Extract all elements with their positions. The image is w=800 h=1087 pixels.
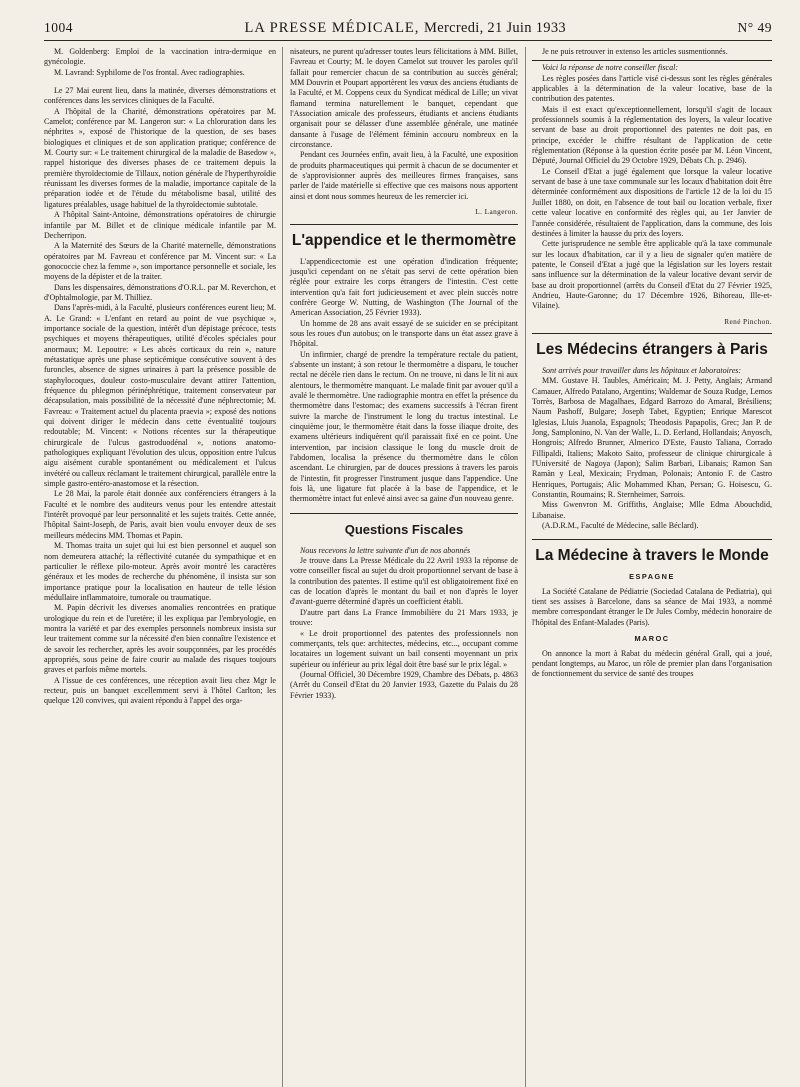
paragraph: Sont arrivés pour travailler dans les hôpitaux et laboratoires:	[542, 365, 742, 375]
paragraph: Voici la réponse de notre conseiller fiscal:	[542, 63, 679, 73]
paragraph: M. Goldenberg: Emploi de la vaccination intra-dermique en gynécologie.	[44, 47, 276, 67]
divider	[290, 513, 518, 514]
paragraph: A la Maternité des Sœurs de la Charité maternelle, démonstrations opératoires par M. Favreau et conférence par M. Vincent sur: « La gonococcie chez la femme », son importance personnelle et sociale, les moyens de la dépister et de la traiter.	[44, 241, 276, 282]
page-number: 1004	[44, 20, 73, 35]
divider	[532, 539, 772, 540]
paragraph: Le 27 Mai eurent lieu, dans la matinée, diverses démonstrations et conférences dans les services cliniques de la Faculté.	[44, 86, 276, 106]
paragraph: (A.D.R.M., Faculté de Médecine, salle Béclard).	[542, 521, 699, 531]
paragraph: Nous recevons la lettre suivante d'un de nos abonnés	[300, 545, 471, 555]
paragraph: Dans l'après-midi, à la Faculté, plusieurs conférences eurent lieu; M. A. Le Grand: « L'enfant en retard au point de vue psychique », importance sociale de la question, intérêt d'un dépistage précoce, tests psychiques et moyens thérapeutiques, utilité d'écoles spéciales pour anormaux; M. Lepoutre: « Les abcès corticaux du rein », nature métastatique après une phase septicémique consécutive souvent à des furoncles, absence de signes urinaires à part la présence possible de staphylocoques, douleur costo-musculaire devant attirer l'attention, fréquence du phlegmon périnéphrétique, traitement conservateur par décapsulation, mais possibilité de la nécessité d'une néphrectomie; M. Favreau: « Traitement actuel du placenta praevia »; exposé des notions qui doivent diriger le médecin dans cette éventualité toujours redoutable; M. Vincent: « Notions récentes sur la thérapeutique chirurgicale de l'ulcus gastroduodénal », notions anatomo-pathologiques expliquant l'évolution des ulcus, opposition entre l'ulcus aigu aisément curable spontanément ou médicalement et l'ulcus invétéré ou calleux réclamant le traitement chirurgical, parallèle entre la simple gastro-entéro-anastomose et la résection.	[44, 303, 276, 489]
paragraph: Je ne puis retrouver in extenso les articles susmentionnés.	[542, 47, 728, 56]
author-signature: René Pinchon.	[724, 316, 772, 326]
paragraph: L'appendicectomie est une opération d'indication fréquente; jusqu'ici cependant on ne s'était pas servi de cette opération bien réglée pour extraire les corps étrangers de l'intestin. C'est cette intervention qu'a fait fort judicieusement et avec plein succès notre confrère George W. Nutting, de Washington (The Journal of the American Association, 25 Février 1933).	[290, 256, 518, 318]
paragraph: Mais il est exact qu'exceptionnellement, lorsqu'il s'agit de locaux professionnels soumis à la réglementation des loyers, la valeur locative servant de base au droit proportionnel des patentes ne doit pas, en principe, excéder le chiffre résultant de l'application de cette réglementation (Réponse à la question écrite posée par M. Léon Vincent, Député, Journal Officiel du 29 Octobre 1929, Débats Ch. p. 2946).	[532, 104, 772, 166]
article-heading: L'appendice et le thermomètre	[291, 231, 517, 249]
column-2	[282, 47, 526, 1087]
paragraph: A l'hôpital Saint-Antoine, démonstrations opératoires de chirurgie infantile par M. Billet et de clinique médicale infantile par M. Decherripon.	[44, 210, 276, 240]
section-country: MAROC	[634, 634, 670, 644]
journal-name: LA PRESSE MÉDICALE,	[244, 20, 420, 36]
paragraph: Un homme de 28 ans avait essayé de se suicider en se précipitant sous les roues d'un autobus; on le transporte dans un état assez grave à l'hôpital.	[290, 318, 518, 349]
paragraph: Dans les dispensaires, démonstrations d'O.R.L. par M. Reverchon, et d'Ophtalmologie, par M. Thilliez.	[44, 282, 276, 302]
article-heading: Questions Fiscales	[344, 521, 464, 537]
page-header	[44, 20, 772, 41]
paragraph: Le 28 Mai, la parole était donnée aux conférenciers étrangers à la Faculté et le nombre des auditeurs venus pour les entendre attestait l'intérêt provoqué par leur personnalité et les sujets traités. Cette année, l'hôpital Saint-Joseph, de Paris, avait bien voulu envoyer deux de ses meilleurs médecins MM. Thomas et Papin.	[44, 489, 276, 540]
section-country: ESPAGNE	[629, 572, 675, 582]
paragraph: « Le droit proportionnel des patentes des professionnels non commerçants, tels que: architectes, médecins, etc..., occupant comme locataires un logement suivant un bail consenti moyennant un prix supérieur ou inférieur au prix légal doit être basé sur le prix légal. »	[290, 628, 518, 669]
divider	[532, 333, 772, 334]
issue-date: Mercredi, 21 Juin 1933	[424, 20, 566, 36]
paragraph: M. Thomas traita un sujet qui lui est bien personnel et auquel son nom demeurera attaché; la réflectivité cutanée du sympathique et en particulier le réflexe pilo-moteur. Après avoir montré les caractères généraux et les modes de recherche du phénomène, il insista sur son importance pratique pour la localisation en hauteur de telle lésion médullaire inflammatoire, tumorale ou traumatique.	[44, 541, 276, 602]
paragraph: D'autre part dans La France Immobilière du 21 Mars 1933, je trouve:	[290, 607, 518, 628]
column-1	[44, 47, 276, 1087]
column-3	[532, 47, 772, 1087]
issue-number: N° 49	[737, 20, 772, 35]
article-heading: Les Médecins étrangers à Paris	[536, 340, 768, 358]
divider	[532, 60, 772, 61]
paragraph: Pendant ces Journées enfin, avait lieu, à la Faculté, une exposition de produits pharmaceutiques qui permit à chacun de se documenter et de s'approvisionner auprès des meilleures firmes françaises, sans parler de l'aide matérielle si effective que ces maisons nous apportent ainsi et dont nous sommes heureux de les remercier ici.	[290, 150, 518, 201]
paragraph: A l'hôpital de la Charité, démonstrations opératoires par M. Camelot; conférence par M. Langeron sur: « La chloruration dans les néphrites », exposé de l'historique de la question, de ses bases biologiques et cliniques et de son application pratique; conférence de M. Courty sur: « Le traitement chirurgical de la maladie de Basedow », rappel historique des diverses phases de ce traitement depuis la première thyroïdectomie de Tillaux, notion générale de l'hyperthyroïdie réunissant les diverses formes de la maladie, importance capitale de la préparation iodée et de l'étude du métabolisme basal, utilité des ligatures préalables, usage habituel de la thyroïdectomie subtotale.	[44, 106, 276, 209]
author-signature: L. Langeron.	[475, 207, 518, 217]
columns	[44, 47, 772, 1087]
paragraph: Miss Gwenvron M. Griffiths, Anglaise; Mlle Edma Abouchdid, Libanaise.	[532, 500, 772, 520]
paragraph: Le Conseil d'Etat a jugé également que lorsque la valeur locative servant de base à une taxe communale sur les locaux d'habitation doit être déterminée conformément aux dispositions de l'article 12 de la loi du 15 Juillet 1880, on doit, en l'absence de tout bail ou location verbale, fixer cette valeur locative en conformité des règles qui, au 1er Janvier de l'année considérée, résultaient de l'application, dans la commune, des lois destinées à limiter la hausse du prix des loyers.	[532, 166, 772, 238]
article-heading: La Médecine à travers le Monde	[535, 547, 769, 565]
paragraph: (Journal Officiel, 30 Décembre 1929, Chambre des Débats, p. 4863 (Arrêt du Conseil d'Etat du 20 Janvier 1933, Gazette du Palais du 28 Février 1933).	[290, 669, 518, 700]
paragraph: Un infirmier, chargé de prendre la température rectale du patient, s'absente un instant; à son retour le thermomètre a disparu, le toucher rectal ne décèle rien dans le rectum. On ne trouve, ni dans le lit ni aux alentours, le thermomètre manquant. Le malade finit par avouer qu'il a avalé le thermomètre. Une radiographie montra en effet la présence du thermomètre dans l'estomac; des examens successifs à l'écran firent suivre la marche de l'instrument le long du tractus intestinal. Le cinquième jour, le thermomètre était dans la fosse iliaque droite, des examens ultérieurs indiquèrent qu'il paraissait fixé en ce point. Une intervention, par incision classique le long du muscle droit de l'abdomen, localisa la présence du thermomètre dans le côlon ascendant. Le chirurgien, par de douces pressions à travers les parois de l'intestin, fit progresser l'instrument jusque dans l'appendice. Une fois là, une ligature fut placée à la base de l'appendice, et le thermomètre intact fut enlevé ainsi avec sa gaine d'un nouveau genre.	[290, 349, 518, 504]
divider	[290, 224, 518, 225]
paragraph: La Société Catalane de Pédiatrie (Sociedad Catalana de Pediatria), qui tient ses assises à Barcelone, dans sa séance de Mai 1933, a nommé membre correspondant étranger le Dr Jules Comby, médecin honoraire de l'hôpital des Enfant-Malades (Paris).	[532, 586, 772, 627]
paragraph: On annonce la mort à Rabat du médecin général Grall, qui a joué, pendant longtemps, au Maroc, un rôle de premier plan dans l'organisation de fonctionnement du service de santé des troupes	[532, 648, 772, 679]
paragraph: M. Lavrand: Syphilome de l'os frontal. Avec radiographies.	[54, 67, 245, 77]
paragraph: MM. Gustave H. Taubles, Américain; M. J. Petty, Anglais; Armand Camauer, Alfredo Patalano, Argentins; Waldemar de Souza Rudge, Lemos Torrès, Barbosa de Magalhaes, Edgard Barrozo do Amaral, Brésiliens; Naum Pashoff, Bulgare; Joseph Tabet, Egyptien; Enrique Marescot Iglesias, Lluis Juanola, Espagnols; Theodosis Papapolis, Grec; Jan P. de Jong, Samplonino, N. Van der Walle, L. D. Eerland, Hollandais; Anyosch, Hongrois; Alfredo Brunner, Almerico D'Este, Fausto Taliana, Corrado Fillipaldi, Italiens; Makoto Saito, professeur de clinique chirurgicale à l'Université de Nagoya (Japon); Salim Barbari, Libanais; Ramon San Ramàn y Leal, Mexicain; Frydman, Polonais; Antonio F. de Castro Henriques, Portugais; Alic Mohammed Khan, Persan; G. Hoisescu, G. Constantin, Roumains; R. Sternheimer, Sarrois.	[532, 376, 772, 500]
paragraph: A l'issue de ces conférences, une réception avait lieu chez Mgr le recteur, puis un banquet excellemment servi à l'hôtel Carlton; les quelque 120 convives, qui avaient répondu à l'appel des orga-	[44, 675, 276, 706]
paragraph: nisateurs, ne purent qu'adresser toutes leurs félicitations à MM. Billet, Favreau et Courty; M. le doyen Camelot sut trouver les paroles qu'il fallait pour remercier chacun de sa contribution au succès général; MM Douvrin et Poupart apportèrent les vœux des anciens étudiants de la Faculté, et M. Coppens ceux du Syndicat médical de Lille; un vivat flamand termina naturellement le banquet, cependant que l'Association amicale des professeurs, étudiants et anciens étudiants organisait pour se délasser d'une assemblée générale, une matinée dansante à l'usage de l'élément féminin accouru nombreux en la circonstance.	[290, 47, 518, 150]
paragraph: Les règles posées dans l'article visé ci-dessus sont les règles générales applicables à la détermination de la valeur locative, base de la contribution des patentes.	[532, 73, 772, 104]
paragraph: Cette jurisprudence ne semble être applicable qu'à la taxe communale sur les locaux d'habitation, car il y a lieu de signaler qu'en matière de patente, le Conseil d'Etat a jugé que la législation sur les loyers restait sans influence sur la détermination de la valeur locative devant servir de base au droit proportionnel (arrêts du Conseil d'Etat du 27 Février 1925, Andrieu, Haute-Garonne; du 17 Décembre 1926, Bihoreau, Ille-et-Vilaine).	[532, 239, 772, 311]
paragraph: M. Papin décrivit les diverses anomalies rencontrées en pratique urologique du rein et de l'uretère; il les expliqua par l'embryologie, en montra la variété et par des exemples personnels nombreux insista sur leur traitement comme sur la nécessité d'en bien connaître l'existence et de savoir les rechercher, après les avoir soupçonnées, par les procédés appropriés, sous peine de faire courir au malade des risques toujours graves et parfois même mortels.	[44, 603, 276, 675]
journal-title	[245, 20, 566, 37]
paragraph: Je trouve dans La Presse Médicale du 22 Avril 1933 la réponse de votre conseiller fiscal au sujet du droit proportionnel servant de base à la contribution des patentes. Il estime qu'il est obligatoirement fixé en cas de location d'après le montant du bail et non d'après le loyer d'avant-guerre déterminé d'après un coefficient établi.	[290, 556, 518, 607]
